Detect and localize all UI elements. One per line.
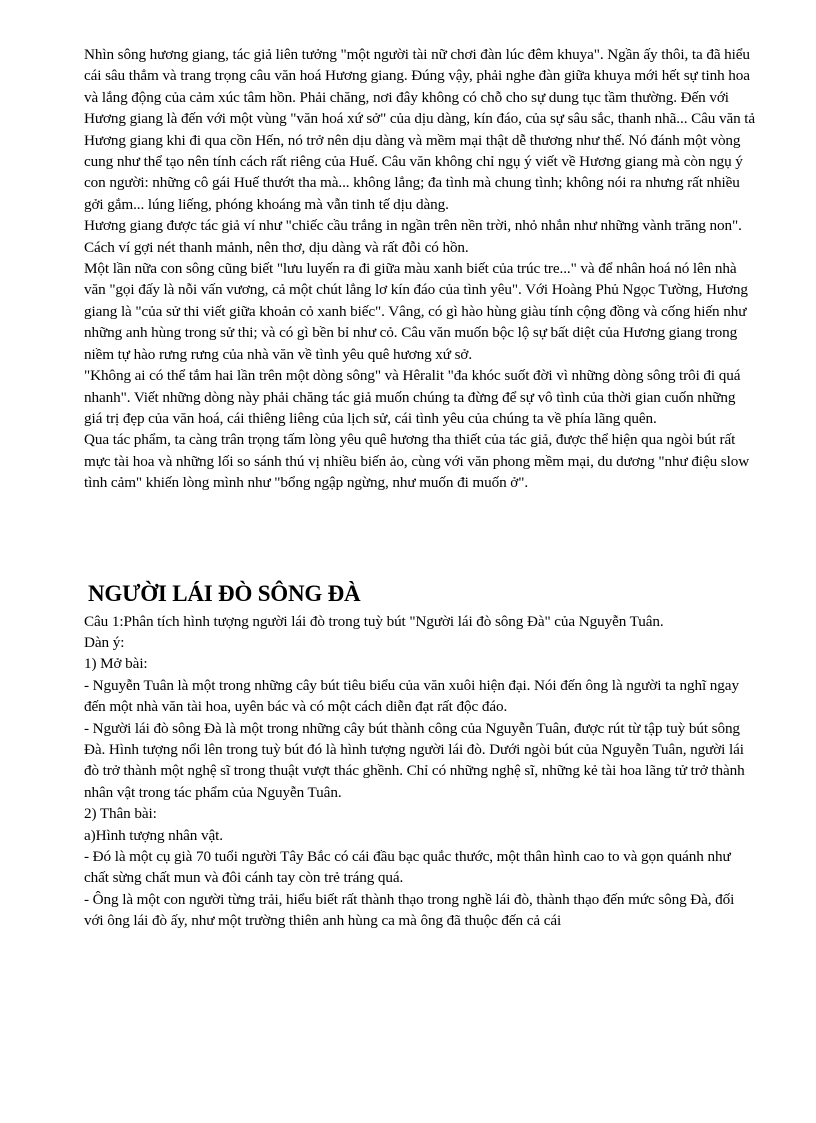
paragraph: Hương giang được tác giả ví như "chiếc cầu trắng in ngần trên nền trời, nhỏ nhắn như những vành trăng non". Cách ví gợi nét thanh mảnh, nên thơ, dịu dàng và rất đỗi có hồn.: [84, 217, 742, 256]
part-label-body: 2) Thân bài:: [84, 805, 157, 823]
question-line: Câu 1:Phân tích hình tượng người lái đò trong tuỳ bút "Người lái đò sông Đà" của Nguyễn Tuân.: [84, 612, 664, 630]
section-nguoi-lai-do: [84, 579, 756, 932]
list-item: - Người lái đò sông Đà là một trong những cây bút thành công của Nguyễn Tuân, được rút từ tập tuỳ bút sông Đà. Hình tượng nổi lên trong tuỳ bút đó là hình tượng người lái đò. Dưới ngòi bút của Nguyễn Tuân, người lái đò trở thành một nghệ sĩ trong thuật vượt thác ghềnh. Chỉ có những nghệ sĩ, những kẻ tài hoa lãng tử trở thành nhân vật trong tác phẩm của Nguyễn Tuân.: [84, 719, 745, 801]
paragraph: Nhìn sông hương giang, tác giả liên tưởng "một người tài nữ chơi đàn lúc đêm khuya". Ngần ấy thôi, ta đã hiểu cái sâu thẳm và trang trọng câu văn hoá Hương giang. Đúng vậy, phải nghe đàn giữa khuya mới hết sự tinh hoa và lắng động của cảm xúc tâm hồn. Phải chăng, nơi đây không có chỗ cho sự dung tục tầm thường. Đến với Hương giang là đến với một vùng "văn hoá xứ sở" của dịu dàng, kín đáo, của sự sâu sắc, thanh nhã... Câu văn tả Hương giang khi đi qua cồn Hến, nó trở nên dịu dàng và mềm mại thật dễ thương như thế. Nó đánh một vòng cung như thể tạo nên tính cách rất riêng của Huế. Câu văn không chỉ ngụ ý viết về Hương giang mà còn ngụ ý con người: những cô gái Huế thướt tha mà... không lẳng; đa tình mà chung tình; không nói ra nhưng rất nhiều gởi gắm... lúng liếng, phóng khoáng mà vẫn tinh tế dịu dàng.: [84, 46, 756, 213]
list-item: - Nguyễn Tuân là một trong những cây bút tiêu biểu của văn xuôi hiện đại. Nói đến ông là người ta nghĩ ngay đến một nhà văn tài hoa, uyên bác và có một cách diễn đạt rất độc đáo.: [84, 676, 739, 716]
paragraph: "Không ai có thể tắm hai lần trên một dòng sông" và Hêralit "đa khóc suốt đời vì những dòng sông trôi đi quá nhanh". Viết những dòng này phải chăng tác giả muốn chúng ta đừng để sự vô tình của thời gian cuốn những giá trị đẹp của văn hoá, cái thiêng liêng của lịch sử, cái tình yêu của chúng ta về phía lãng quên.: [84, 367, 741, 427]
section-spacer: [84, 494, 756, 579]
list-item: - Ông là một con người từng trải, hiểu biết rất thành thạo trong nghề lái đò, thành thạo đến mức sông Đà, đối với ông lái đò ấy, như một trường thiên anh hùng ca mà ông đã thuộc đến cả cái: [84, 890, 735, 930]
sub-label: a)Hình tượng nhân vật.: [84, 826, 223, 844]
part-label-intro: 1) Mở bài:: [84, 655, 148, 673]
paragraph: Qua tác phẩm, ta càng trân trọng tấm lòng yêu quê hương tha thiết của tác giả, được thể hiện qua ngòi bút rất mực tài hoa và những lối so sánh thú vị nhiều biến ảo, cùng với văn phong mềm mại, du dương "như điệu slow tình cảm" khiến lòng mình như "bổng ngập ngừng, như muốn đi muốn ở".: [84, 431, 750, 492]
paragraph: Một lần nữa con sông cũng biết "lưu luyến ra đi giữa màu xanh biết của trúc tre..." và để nhân hoá nó lên nhà văn "gọi đấy là nỗi vấn vương, cả một chút lẳng lơ kín đáo của tình yêu". Với Hoàng Phủ Ngọc Tường, Hương giang là "của sử thi viết giữa khoản cỏ xanh biếc". Vâng, có gì hào hùng giàu tính cộng đồng và cống hiến như những anh hùng trong sử thi; và có gì bền bỉ như cỏ. Câu văn muốn bộc lộ sự bất diệt của Hương giang trong niềm tự hào rưng rưng của nhà văn về tình yêu quê hương xứ sở.: [84, 260, 748, 363]
section-huong-giang: [84, 44, 756, 494]
outline-label: Dàn ý:: [84, 633, 125, 651]
list-item: - Đó là một cụ già 70 tuổi người Tây Bắc có cái đầu bạc quắc thước, một thân hình cao to và gọn quánh như chất sừng chất mun và đôi cánh tay còn trẻ tráng quá.: [84, 848, 731, 887]
section-title: NGƯỜI LÁI ĐÒ SÔNG ĐÀ: [88, 580, 361, 606]
document-page: [84, 44, 756, 932]
